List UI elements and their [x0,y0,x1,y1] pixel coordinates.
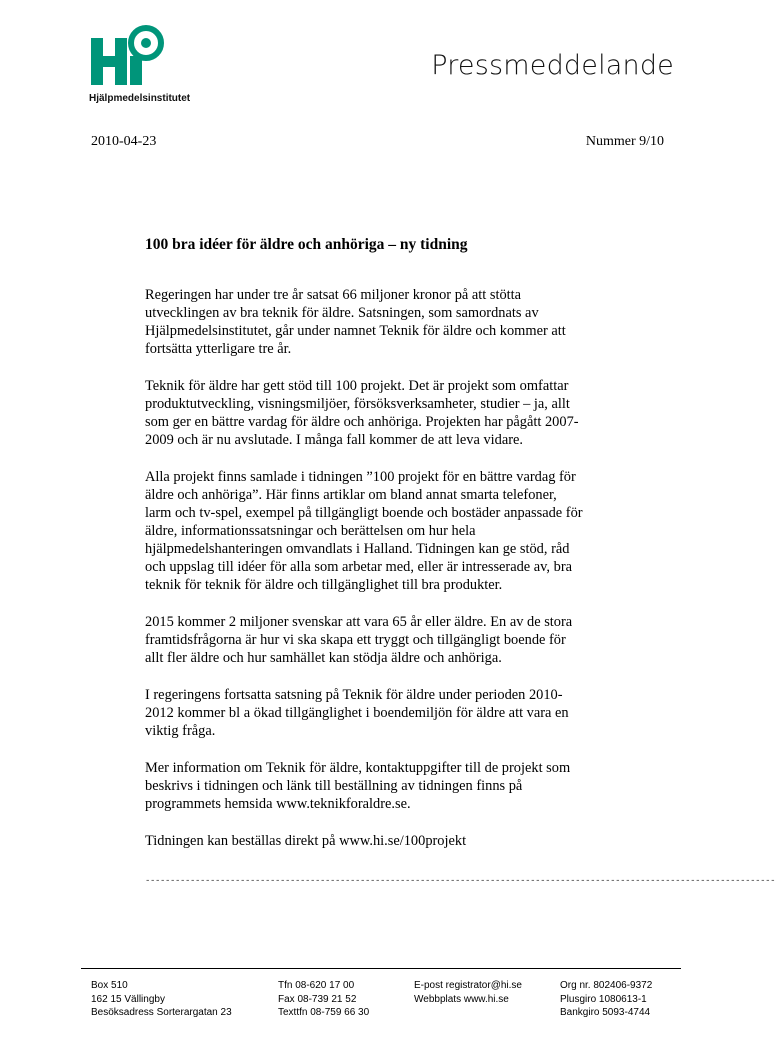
headline: 100 bra idéer för äldre och anhöriga – ny tidning [145,236,468,253]
paragraph: Tidningen kan beställas direkt på www.hi.se/100projekt [145,833,467,849]
footer-line: Webbplats www.hi.se [414,993,509,1005]
release-number: Nummer 9/10 [585,134,664,149]
footer-web [414,979,522,1006]
document-type: Pressmeddelande [431,50,674,81]
footer-line: Plusgiro 1080613-1 [560,993,647,1005]
paragraph: Mer information om Teknik för äldre, kontaktuppgifter till de projekt som beskrivs i tidningen och länk till beställning av tidningen finns på programmets hemsida www.teknikforaldre.se. [145,760,571,812]
footer-line: Org nr. 802406-9372 [560,980,653,991]
footer-line: 162 15 Vällingby [91,993,165,1005]
footer-phones [278,979,369,1020]
footer-finance [560,979,652,1020]
footer-line: Besöksadress Sorterargatan 23 [91,1007,232,1018]
dashed-divider: ------------------------------------------------------------------------------------------------------------------------------ [145,876,775,886]
footer-address [91,979,232,1020]
logo-i-stem [130,56,142,85]
footer-line: E-post registrator@hi.se [414,980,522,991]
footer-line: Box 510 [91,980,128,991]
paragraph: Teknik för äldre har gett stöd till 100 projekt. Det är projekt som omfattar produktutveckling, visningsmiljöer, försöksverksamheter, studier – ja, allt som ger en bättre vardag för äldre och anhöriga. Projekten har pågått 2007- 2009 och är nu avslutade. I många fall kommer de att leva vidare. [145,378,579,448]
paragraph: 2015 kommer 2 miljoner svenskar att vara 65 år eller äldre. En av de stora framtidsfrågorna är hur vi ska skapa ett tryggt och tillgängligt boende för allt fler äldre och hur samhället kan stödja äldre och anhöriga. [145,614,573,666]
footer-line: Bankgiro 5093-4744 [560,1007,651,1018]
paragraph: Regeringen har under tre år satsat 66 miljoner kronor på att stötta utvecklingen av bra teknik för äldre. Satsningen, som samordnats av Hjälpmedelsinstitutet, går under namnet Teknik för äldre och kommer att fortsätta ytterligare tre år. [145,287,566,357]
paragraph: Alla projekt finns samlade i tidningen ”100 projekt för en bättre vardag för äldre och anhöriga”. Här finns artiklar om bland annat smarta telefoner, larm och tv-spel, exempel på tillgängligt boende och bostäder anpassade för äldre, informationssatsningar och berättelsen om hur hela hjälpmedelshanteringen omvandlats i Halland. Tidningen kan ge stöd, råd och uppslag till idéer för alla som arbetar med, eller är intresserade av, bra teknik för teknik för äldre och tillgänglighet till bra produkter. [145,469,583,593]
org-name: Hjälpmedelsinstitutet [89,93,191,104]
logo-h-right-stem [115,38,127,85]
release-date: 2010-04-23 [91,134,157,149]
article-body [145,286,675,869]
logo-i-dot [141,38,151,48]
footer-rule [81,968,681,969]
footer-line: Texttfn 08-759 66 30 [278,1007,370,1018]
footer-line: Tfn 08-620 17 00 [278,980,355,991]
paragraph: I regeringens fortsatta satsning på Teknik för äldre under perioden 2010- 2012 kommer bl a ökad tillgänglighet i boendemiljön för äldre att vara en viktig fråga. [145,687,569,739]
footer-line: Fax 08-739 21 52 [278,993,357,1005]
